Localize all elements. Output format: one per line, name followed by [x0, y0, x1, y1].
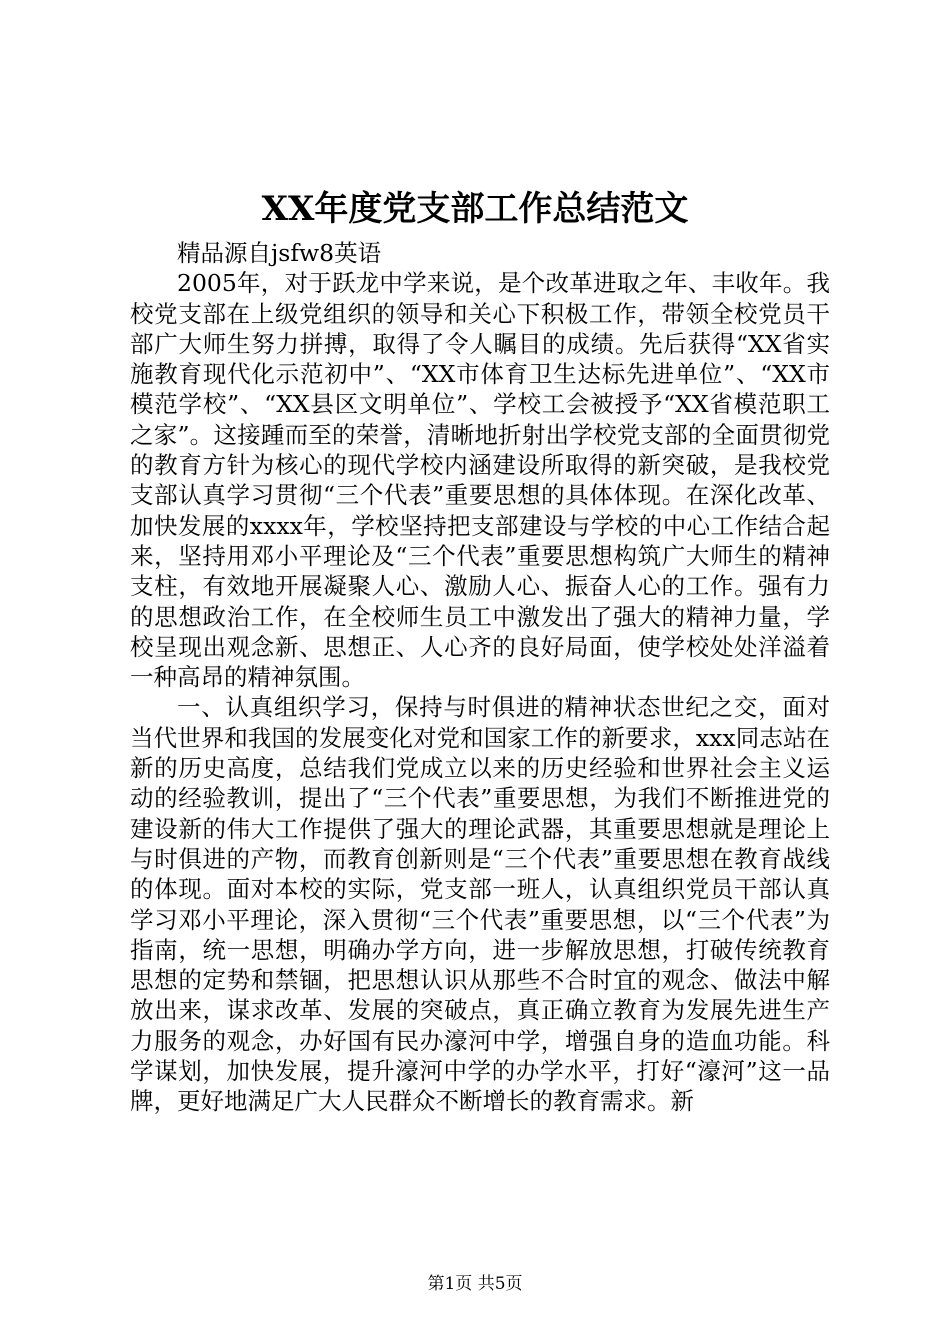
paragraph-section-one: 一、认真组织学习，保持与时俱进的精神状态世纪之交，面对当代世界和我国的发展变化对党和国家工作的新要求，xxx同志站在新的历史高度，总结我们党成立以来的历史经验和世界社会主义运动的经验教训，提出了“三个代表”重要思想，为我们不断推进党的建设新的伟大工作提供了强大的理论武器，其重要思想就是理论上与时俱进的产物，而教育创新则是“三个代表”重要思想在教育战线的体现。面对本校的实际，党支部一班人，认真组织党员干部认真学习邓小平理论，深入贯彻“三个代表”重要思想，以“三个代表”为指南，统一思想，明确办学方向，进一步解放思想，打破传统教育思想的定势和禁锢，把思想认识从那些不合时宜的观念、做法中解放出来，谋求改革、发展的突破点，真正确立教育为发展先进生产力服务的观念，办好国有民办濠河中学，增强自身的造血功能。科学谋划，加快发展，提升濠河中学的办学水平，打好“濠河”这一品牌，更好地满足广大人民群众不断增长的教育需求。新 [130, 693, 830, 1116]
document-body [130, 238, 830, 1117]
source-line: 精品源自jsfw8英语 [177, 239, 382, 267]
document-title: XX年度党支部工作总结范文 [261, 189, 689, 229]
paragraph-intro: 2005年，对于跃龙中学来说，是个改革进取之年、丰收年。我校党支部在上级党组织的领导和关心下积极工作，带领全校党员干部广大师生努力拼搏，取得了令人瞩目的成绩。先后获得“XX省实施教育现代化示范初中”、“XX市体育卫生达标先进单位”、“XX市模范学校”、“XX县区文明单位”、学校工会被授予“XX省模范职工之家”。这接踵而至的荣誉，清晰地折射出学校党支部的全面贯彻党的教育方针为核心的现代学校内涵建设所取得的新突破，是我校党支部认真学习贯彻“三个代表”重要思想的具体体现。在深化改革、加快发展的xxxx年，学校坚持把支部建设与学校的中心工作结合起来，坚持用邓小平理论及“三个代表”重要思想构筑广大师生的精神支柱，有效地开展凝聚人心、激励人心、振奋人心的工作。强有力的思想政治工作，在全校师生员工中激发出了强大的精神力量，学校呈现出观念新、思想正、人心齐的良好局面，使学校处处洋溢着一种高昂的精神氛围。 [130, 269, 830, 692]
page-footer: 第1页 共5页 [427, 1274, 523, 1294]
